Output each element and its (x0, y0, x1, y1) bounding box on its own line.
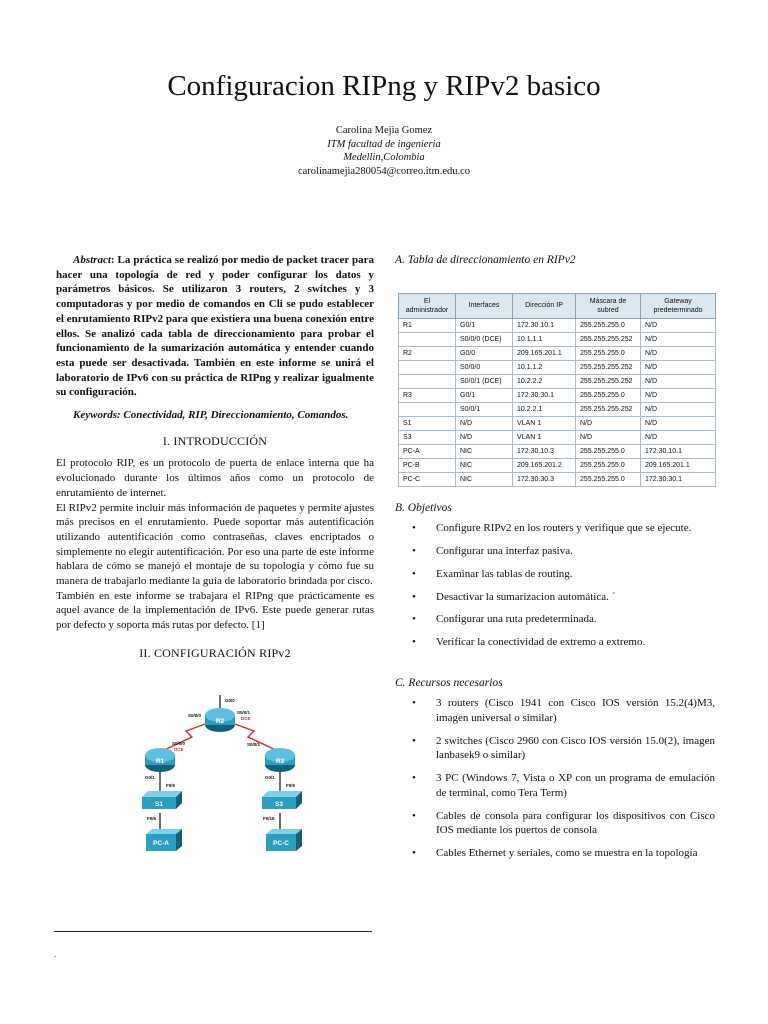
list-item (395, 809, 715, 838)
table-header-cell: Gateway predeterminado (641, 293, 716, 318)
list-item (395, 771, 715, 800)
table-cell: 172.30.30.1 (641, 472, 716, 486)
router-r1-label: R1 (155, 758, 165, 765)
bullet-icon: • (412, 545, 416, 558)
table-cell: PC-A (399, 444, 456, 458)
table-cell: N/D (456, 430, 513, 444)
paper-title: Configuracion RIPng y RIPv2 basico (167, 70, 601, 102)
table-cell: 255.255.255.252 (576, 374, 641, 388)
table-cell: 172.30.10.1 (641, 444, 716, 458)
bullet-icon: • (412, 590, 416, 603)
bullet-icon: • (412, 772, 416, 785)
table-cell: N/D (641, 430, 716, 444)
table-header-cell: Interfaces (456, 293, 513, 318)
bullet-icon: • (412, 522, 416, 535)
table-cell: N/D (576, 416, 641, 430)
list-item (395, 846, 715, 861)
author-affiliation: ITM facultad de ingenieria (327, 138, 441, 150)
table-cell: 255.255.255.252 (576, 360, 641, 374)
serial-link-r1-r2 (162, 723, 208, 751)
table-header-cell: Máscara de subred (576, 293, 641, 318)
table-cell: VLAN 1 (513, 416, 576, 430)
table-cell: N/D (641, 374, 716, 388)
table-cell: N/D (641, 360, 716, 374)
table-cell: S1 (399, 416, 456, 430)
abstract-text: : La práctica se realizó por medio de packet tracer para hacer una topología de red y poder configurar los datos y parámetros básicos. Se utilizaron 3 routers, 2 switches y 3 computadoras y por medio de comandos en Cli se pudo establecer el enrutamiento RIPv2 para que existiera una buena conexión entre ellos. Se analizó cada tabla de direccionamiento para probar el funcionamiento de la sumarización automática y entender cuando esta puede ser desactivada. También en este informe se unirá el laboratorio de IPv6 con su práctica de RIPng y realizar igualmente su configuración. (56, 254, 374, 399)
bullet-icon: • (412, 567, 416, 580)
table-row (399, 388, 716, 402)
list-item-text: Configurar una ruta predeterminada. (436, 613, 597, 626)
port-label-r1-g01: G0/1 (145, 775, 155, 780)
table-cell: 10.2.2.2 (513, 374, 576, 388)
switch-s1-label: S1 (155, 801, 163, 808)
table-cell: 10.1.1.2 (513, 360, 576, 374)
table-cell: N/D (641, 346, 716, 360)
network-topology-figure (120, 693, 320, 858)
list-item-text: 3 PC (Windows 7, Vista o XP con un programa de emulación de terminal, como Tera Term) (436, 772, 715, 799)
author-location: Medellin,Colombia (343, 152, 425, 163)
bullet-icon: • (412, 635, 416, 648)
abstract-label: Abstract (73, 254, 111, 266)
table-cell: 255.255.255.0 (576, 472, 641, 486)
keywords: Keywords: Conectividad, RIP, Direccionamiento, Comandos. (73, 409, 349, 422)
table-cell: 255.255.255.0 (576, 388, 641, 402)
list-item (395, 635, 715, 650)
port-label-r3-g01: G0/1 (265, 775, 275, 780)
list-item (395, 521, 715, 536)
table-cell: 255.255.255.0 (576, 346, 641, 360)
port-label-r2-s000: S0/0/0 (188, 713, 202, 718)
pc-a-label: PC-A (153, 840, 169, 847)
table-cell: VLAN 1 (513, 430, 576, 444)
table-cell: 209.165.201.1 (513, 346, 576, 360)
table-cell: S3 (399, 430, 456, 444)
table-row (399, 332, 716, 346)
port-label-s1-f06: F0/6 (147, 816, 157, 821)
table-header-cell: Dirección IP (513, 293, 576, 318)
router-r2-icon (205, 708, 235, 732)
port-label-r3-s001: S0/0/1 (247, 742, 261, 747)
table-cell (399, 332, 456, 346)
table-cell: N/D (576, 430, 641, 444)
table-row (399, 430, 716, 444)
table-cell: R3 (399, 388, 456, 402)
table-cell: S0/0/0 (456, 360, 513, 374)
table-cell: N/D (456, 416, 513, 430)
router-r2-label: R2 (215, 718, 225, 725)
table-cell: 172.30.10.3 (513, 444, 576, 458)
switch-s3-icon (262, 791, 302, 809)
bullet-icon: • (412, 846, 416, 859)
table-cell: N/D (641, 332, 716, 346)
switch-s3-label: S3 (275, 801, 283, 808)
table-header-row (399, 293, 716, 318)
pc-c-icon (266, 829, 302, 851)
table-header-cell: El administrador (399, 293, 456, 318)
table-cell: PC-B (399, 458, 456, 472)
author-block (0, 124, 768, 178)
router-r3-label: R3 (275, 758, 285, 765)
table-cell: 172.30.30.3 (513, 472, 576, 486)
pc-a-icon (146, 829, 182, 851)
bullet-icon: • (412, 613, 416, 626)
table-cell: PC-C (399, 472, 456, 486)
table-row (399, 444, 716, 458)
table-cell: NIC (456, 472, 513, 486)
list-item-text: Verificar la conectividad de extremo a extremo. (436, 635, 646, 648)
port-label-r2-dce: DCE (241, 716, 251, 721)
list-item (395, 612, 715, 627)
table-cell: 172.30.10.1 (513, 318, 576, 332)
table-cell: 209.165.201.1 (641, 458, 716, 472)
table-row (399, 360, 716, 374)
table-cell: NIC (456, 444, 513, 458)
table-cell: G0/0 (456, 346, 513, 360)
table-cell: R1 (399, 318, 456, 332)
table-row (399, 374, 716, 388)
bullet-icon: • (412, 734, 416, 747)
port-label-r1-s000: S0/0/0 (172, 741, 186, 746)
table-cell: S0/0/1 (456, 402, 513, 416)
table-cell: S0/0/0 (DCE) (456, 332, 513, 346)
router-r1-icon (145, 748, 175, 772)
table-cell: 255.255.255.0 (576, 318, 641, 332)
table-cell: G0/1 (456, 318, 513, 332)
subheading-objetivos: B. Objetivos (395, 501, 452, 514)
table-row (399, 402, 716, 416)
footnote-divider (54, 931, 372, 932)
table-cell: 255.255.255.252 (576, 402, 641, 416)
objectives-list (395, 521, 715, 649)
table-cell: R2 (399, 346, 456, 360)
section-heading-introduccion: I. INTRODUCCIÓN (162, 433, 268, 448)
table-cell: NIC (456, 458, 513, 472)
table-cell: 255.255.255.0 (576, 444, 641, 458)
switch-s1-icon (142, 791, 182, 809)
bullet-icon: • (412, 697, 416, 710)
intro-paragraph-1: El protocolo RIP, es un protocolo de puerta de enlace interna que ha evolucionado durante los últimos años como un protocolo de enrutamiento de internet. (56, 457, 374, 499)
list-item (395, 567, 715, 582)
port-label-s3-f018: F0/18 (263, 816, 275, 821)
port-label-r1-dce: DCE (174, 747, 184, 752)
table-cell: 209.165.201.2 (513, 458, 576, 472)
table-cell: N/D (641, 402, 716, 416)
table-cell: 10.2.2.1 (513, 402, 576, 416)
list-item-text: Cables Ethernet y seriales, como se muestra en la topología (436, 846, 698, 859)
list-item-text: Configure RIPv2 en los routers y verifique que se ejecute. (436, 522, 692, 535)
list-item-text: Configurar una interfaz pasiva. (436, 545, 573, 558)
intro-paragraph-2: El RIPv2 permite incluir más información de paquetes y permite ajustes más precisos en el enrutamiento. Puede soportar más autentificación utilizando autentificación como contraseñas, claves encriptados o simplemente no elegir autentificación. Por eso una parte de este informe hablara de cómo se manejó el montaje de su topología y cómo fue su manera de trabajarlo mediante la guía de laboratorio brindada por cisco. (56, 501, 374, 588)
table-row (399, 472, 716, 486)
abstract (56, 253, 374, 400)
table-cell: N/D (641, 388, 716, 402)
subheading-recursos: C. Recursos necesarios (395, 676, 503, 689)
table-cell: 172.30.30.1 (513, 388, 576, 402)
list-item-text: Desactivar la sumarizacion automática. ´ (436, 590, 616, 603)
resources-list (395, 696, 715, 860)
author-name: Carolina Mejia Gomez (335, 125, 433, 136)
intro-paragraph-3: También en este informe se trabajara el RIPng que prácticamente es aquel avance de la implementación de IPv6. Este puede generar rutas por defecto y soporta más rutas por defecto. [1] (56, 589, 374, 632)
router-r3-icon (265, 748, 295, 772)
port-label-s1-f05: F0/5 (166, 783, 176, 788)
footnote-dot: . (54, 950, 56, 959)
subheading-tabla: A. Tabla de direccionamiento en RIPv2 (395, 254, 576, 266)
table-row (399, 458, 716, 472)
table-cell (399, 360, 456, 374)
list-item (395, 734, 715, 763)
port-label-r2-s001: S0/0/1 (237, 710, 251, 715)
section-heading-configuracion: II. CONFIGURACIÓN RIPv2 (139, 645, 291, 660)
list-item (395, 696, 715, 725)
table-cell (399, 374, 456, 388)
list-item-text: 2 switches (Cisco 2960 con Cisco IOS versión 15.0(2), imagen lanbasek9 o similar) (436, 734, 715, 762)
table-cell: 255.255.255.0 (576, 458, 641, 472)
port-label-r2-g00: G0/0 (225, 698, 235, 703)
table-cell (399, 402, 456, 416)
port-label-s3-f05: F0/5 (286, 783, 296, 788)
list-item (395, 544, 715, 559)
author-email: carolinamejia280054@correo.itm.edu.co (297, 165, 471, 177)
list-item-text: Cables de consola para configurar los dispositivos con Cisco IOS mediante los puertos de consola (436, 809, 715, 837)
table-row (399, 346, 716, 360)
pc-c-label: PC-C (273, 840, 289, 847)
table-row (399, 416, 716, 430)
list-item-text: 3 routers (Cisco 1941 con Cisco IOS versión 15.2(4)M3, imagen universal o similar) (436, 697, 715, 725)
list-item-text: Examinar las tablas de routing. (436, 567, 573, 580)
table-cell: 10.1.1.1 (513, 332, 576, 346)
addressing-table (398, 293, 716, 487)
table-cell: 255.255.255.252 (576, 332, 641, 346)
bullet-icon: • (412, 809, 416, 822)
table-cell: G0/1 (456, 388, 513, 402)
right-column (395, 253, 715, 869)
list-item (395, 590, 715, 605)
table-cell: N/D (641, 318, 716, 332)
left-column (56, 253, 374, 669)
table-row (399, 318, 716, 332)
table-cell: N/D (641, 416, 716, 430)
table-cell: S0/0/1 (DCE) (456, 374, 513, 388)
